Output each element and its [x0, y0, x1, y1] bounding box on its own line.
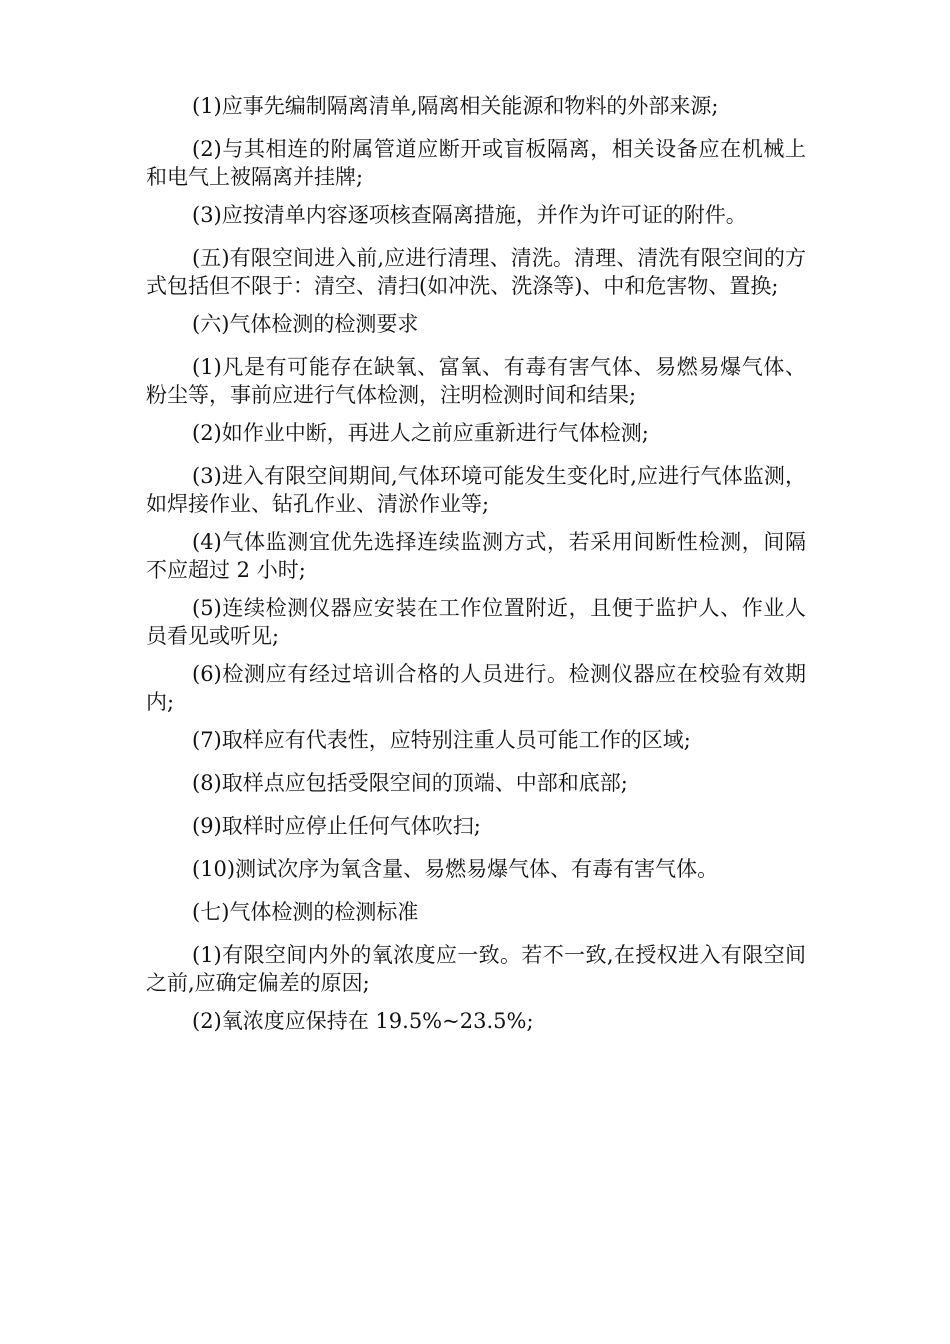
section-heading-gas-detection-standards: (七)气体检测的检测标准 — [192, 900, 419, 924]
paragraph-test-order: (10)测试次序为氧含量、易燃易爆气体、有毒有害气体。 — [192, 857, 719, 881]
paragraph-check-isolation: (3)应按清单内容逐项核查隔离措施，并作为许可证的附件。 — [192, 203, 747, 227]
paragraph-pipe-isolation: (2)与其相连的附属管道应断开或盲板隔离，相关设备应在机械上和电气上被隔离并挂牌; — [146, 137, 806, 189]
paragraph-work-interrupted: (2)如作业中断，再进人之前应重新进行气体检测; — [192, 421, 649, 445]
paragraph-stop-purging: (9)取样时应停止任何气体吹扫; — [192, 814, 481, 838]
paragraph-continuous-monitoring: (4)气体监测宜优先选择连续监测方式，若采用间断性检测，间隔不应超过 2 小时; — [146, 530, 806, 582]
paragraph-isolation-list: (1)应事先编制隔离清单,隔离相关能源和物料的外部来源; — [192, 94, 719, 118]
paragraph-oxygen-consistency: (1)有限空间内外的氧浓度应一致。若不一致,在授权进入有限空间之前,应确定偏差的原因; — [146, 943, 806, 995]
paragraph-sampling-points: (8)取样点应包括受限空间的顶端、中部和底部; — [192, 771, 628, 795]
paragraph-gas-detection-before: (1)凡是有可能存在缺氧、富氧、有毒有害气体、易燃易爆气体、粉尘等，事前应进行气体检测，注明检测时间和结果; — [146, 355, 806, 407]
paragraph-gas-monitoring-during: (3)进入有限空间期间,气体环境可能发生变化时,应进行气体监测，如焊接作业、钻孔作业、清淤作业等; — [146, 464, 806, 516]
paragraph-representative-sampling: (7)取样应有代表性，应特别注重人员可能工作的区域; — [192, 728, 691, 752]
paragraph-trained-personnel: (6)检测应有经过培训合格的人员进行。检测仪器应在校验有效期内; — [146, 662, 806, 714]
paragraph-instrument-placement: (5)连续检测仪器应安装在工作位置附近，且便于监护人、作业人员看见或听见; — [146, 596, 806, 648]
document-body — [146, 92, 806, 1050]
section-heading-gas-detection-requirements: (六)气体检测的检测要求 — [192, 312, 419, 336]
paragraph-oxygen-range: (2)氧浓度应保持在 19.5%~23.5%; — [192, 1009, 534, 1033]
paragraph-cleaning: (五)有限空间进入前,应进行清理、清洗。清理、清洗有限空间的方式包括但不限于：清空、清扫(如冲洗、洗涤等)、中和危害物、置换; — [146, 246, 806, 298]
